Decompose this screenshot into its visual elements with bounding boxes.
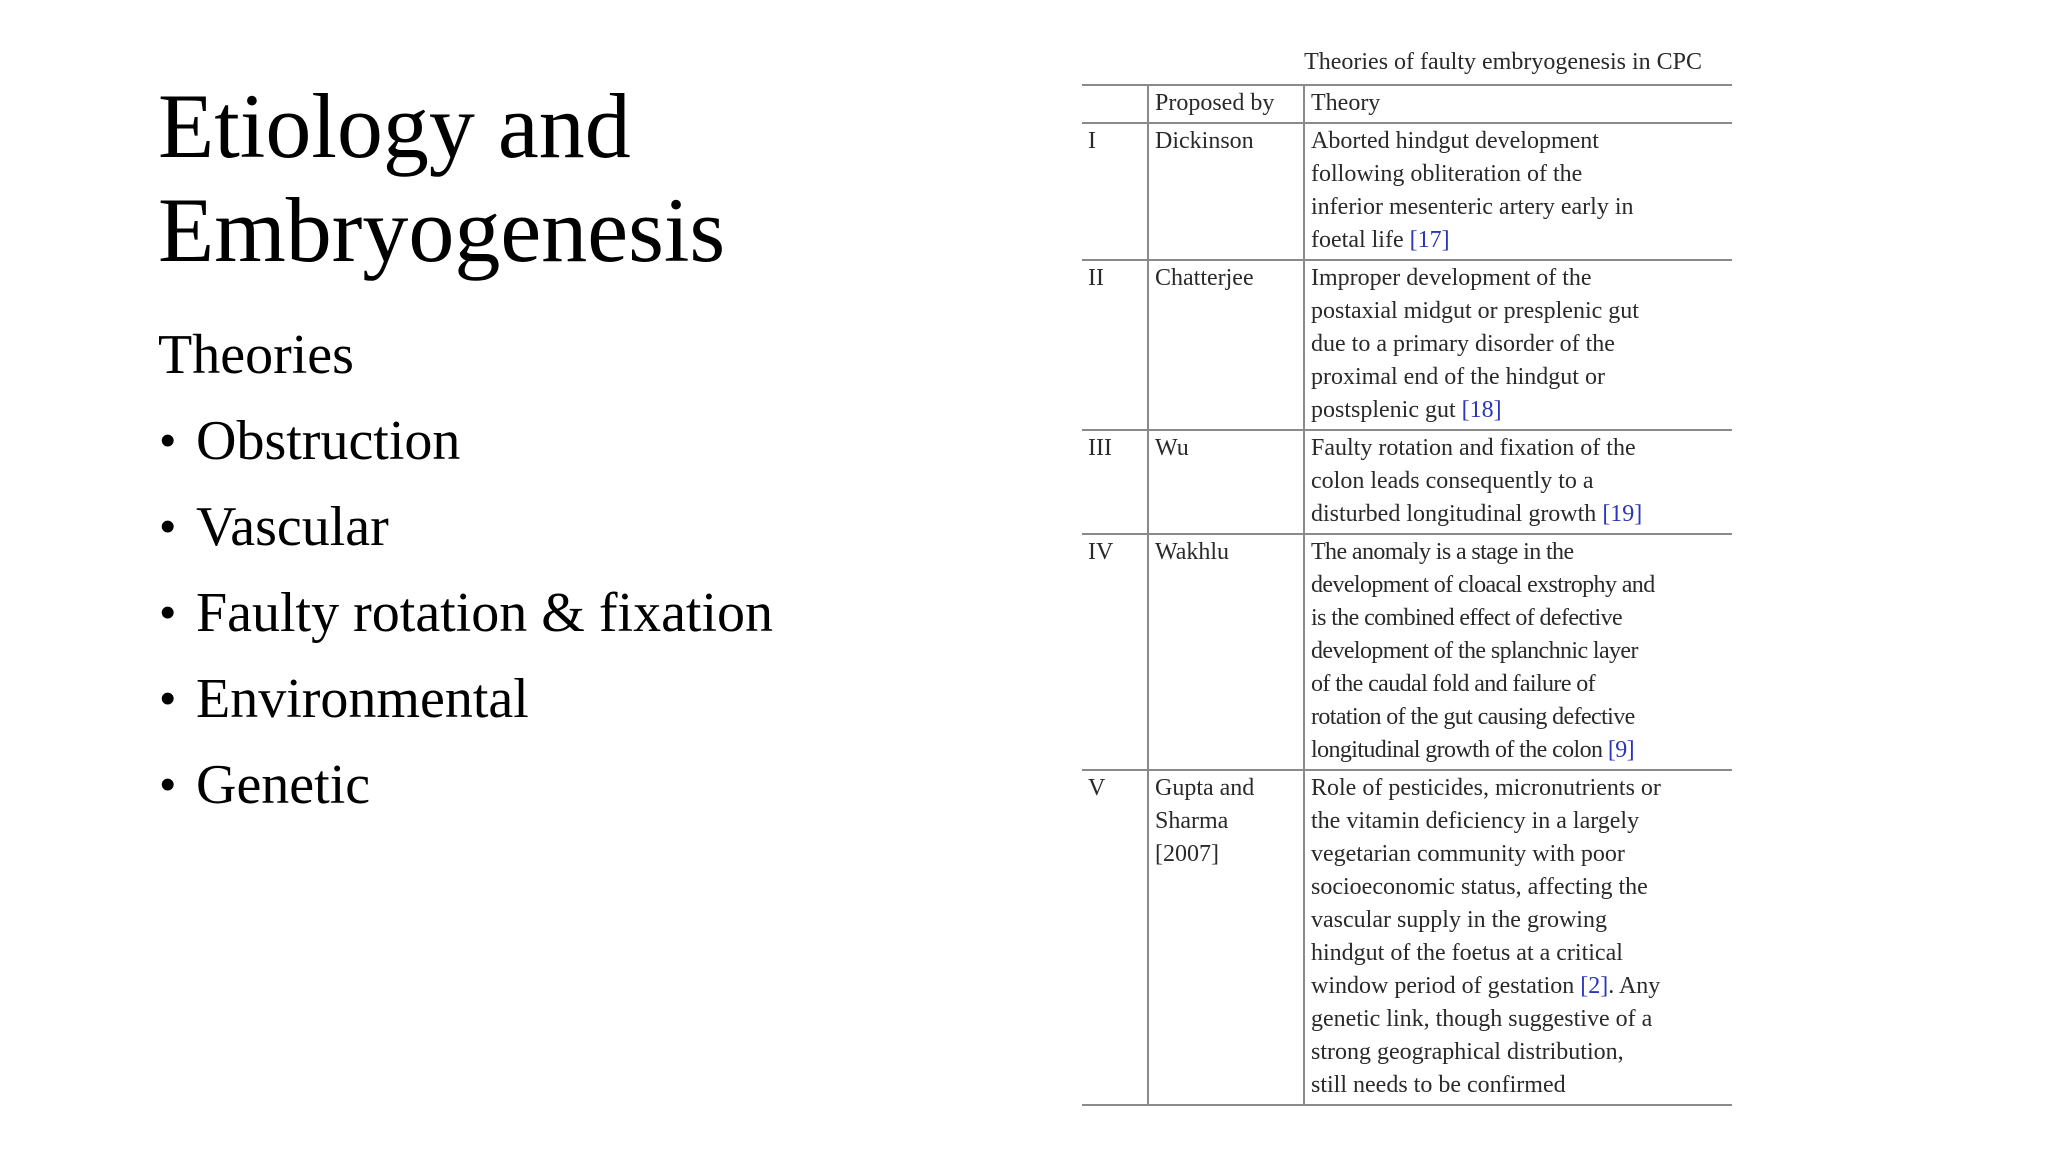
theory-line: proximal end of the hindgut or bbox=[1311, 364, 1605, 390]
theories-bullet-list bbox=[158, 398, 918, 828]
theory-line: colon leads consequently to a bbox=[1311, 468, 1594, 494]
theory-cell bbox=[1304, 260, 1732, 430]
proposed-by-line: Gupta and bbox=[1155, 775, 1255, 801]
theory-line: following obliteration of the bbox=[1311, 161, 1583, 187]
theory-line: hindgut of the foetus at a critical bbox=[1311, 940, 1623, 966]
theories-table-figure bbox=[1082, 40, 1732, 1106]
theory-line: socioeconomic status, affecting the bbox=[1311, 874, 1648, 900]
slide-content bbox=[158, 312, 918, 828]
theory-line: inferior mesenteric artery early in bbox=[1311, 194, 1634, 220]
bullet-icon: • bbox=[160, 760, 176, 809]
bullet-text: Faulty rotation & fixation bbox=[196, 582, 774, 644]
theory-line: the vitamin deficiency in a largely bbox=[1311, 808, 1640, 834]
proposed-by-line: Dickinson bbox=[1155, 128, 1254, 154]
bullet-icon: • bbox=[160, 502, 176, 551]
theory-line-continuation: . Any bbox=[1608, 973, 1661, 999]
bullet-text: Environmental bbox=[196, 668, 529, 730]
proposed-by-cell bbox=[1148, 123, 1304, 260]
bullet-icon: • bbox=[160, 416, 176, 465]
citation-link[interactable]: [18] bbox=[1461, 397, 1502, 423]
bullet-item bbox=[158, 656, 918, 742]
table-row bbox=[1082, 260, 1732, 430]
theory-line: development of cloacal exstrophy and bbox=[1311, 572, 1655, 598]
header-number bbox=[1082, 85, 1148, 123]
citation-link[interactable]: [19] bbox=[1602, 501, 1643, 527]
theory-cell bbox=[1304, 770, 1732, 1105]
proposed-by-line: Wakhlu bbox=[1155, 539, 1230, 565]
slide-title bbox=[158, 74, 958, 282]
proposed-by-line: Sharma bbox=[1155, 808, 1229, 834]
citation-link[interactable]: [2] bbox=[1580, 973, 1609, 999]
proposed-by-line: Chatterjee bbox=[1155, 265, 1254, 291]
theory-cell bbox=[1304, 430, 1732, 534]
bullet-item bbox=[158, 484, 918, 570]
theory-line: vegetarian community with poor bbox=[1311, 841, 1625, 867]
proposed-by-cell bbox=[1148, 430, 1304, 534]
theory-line: longitudinal growth of the colon bbox=[1311, 737, 1603, 763]
theory-line: foetal life bbox=[1311, 227, 1404, 253]
theory-line: is the combined effect of defective bbox=[1311, 605, 1623, 631]
proposed-by-cell bbox=[1148, 770, 1304, 1105]
theory-cell bbox=[1304, 534, 1732, 770]
citation-link[interactable]: [9] bbox=[1607, 737, 1635, 763]
bullet-text: Vascular bbox=[196, 496, 389, 558]
theory-line: strong geographical distribution, bbox=[1311, 1039, 1624, 1065]
row-number: IV bbox=[1082, 534, 1148, 770]
theory-line: development of the splanchnic layer bbox=[1311, 638, 1638, 664]
table-row bbox=[1082, 430, 1732, 534]
proposed-by-line: [2007] bbox=[1155, 841, 1219, 867]
row-number: II bbox=[1082, 260, 1148, 430]
table-row bbox=[1082, 770, 1732, 1105]
theory-line: of the caudal fold and failure of bbox=[1311, 671, 1596, 697]
proposed-by-line: Wu bbox=[1155, 435, 1189, 461]
theory-line: vascular supply in the growing bbox=[1311, 907, 1607, 933]
slide-title-line-1: Etiology and bbox=[158, 75, 631, 177]
row-number: V bbox=[1082, 770, 1148, 1105]
header-proposed-by: Proposed by bbox=[1148, 85, 1304, 123]
table-caption: Theories of faulty embryogenesis in CPC bbox=[1304, 49, 1702, 75]
table-header-row bbox=[1082, 85, 1732, 123]
theory-line: The anomaly is a stage in the bbox=[1311, 539, 1574, 565]
row-number: III bbox=[1082, 430, 1148, 534]
theories-subheading: Theories bbox=[158, 324, 354, 386]
bullet-text: Genetic bbox=[196, 754, 371, 816]
theory-line: Aborted hindgut development bbox=[1311, 128, 1599, 154]
theory-line: still needs to be confirmed bbox=[1311, 1072, 1566, 1098]
bullet-item bbox=[158, 398, 918, 484]
proposed-by-cell bbox=[1148, 260, 1304, 430]
bullet-icon: • bbox=[160, 588, 176, 637]
theory-line: disturbed longitudinal growth bbox=[1311, 501, 1597, 527]
row-number: I bbox=[1082, 123, 1148, 260]
theory-line: Faulty rotation and fixation of the bbox=[1311, 435, 1636, 461]
theories-table bbox=[1082, 84, 1732, 1106]
theory-line: window period of gestation bbox=[1311, 973, 1575, 999]
bullet-text: Obstruction bbox=[196, 410, 461, 472]
theory-line: postaxial midgut or presplenic gut bbox=[1311, 298, 1639, 324]
theory-line: genetic link, though suggestive of a bbox=[1311, 1006, 1653, 1032]
theory-cell bbox=[1304, 123, 1732, 260]
proposed-by-cell bbox=[1148, 534, 1304, 770]
bullet-item bbox=[158, 570, 918, 656]
theory-line: postsplenic gut bbox=[1311, 397, 1456, 423]
slide-title-line-2: Embryogenesis bbox=[158, 179, 726, 281]
theory-line: Role of pesticides, micronutrients or bbox=[1311, 775, 1661, 801]
table-row bbox=[1082, 534, 1732, 770]
bullet-icon: • bbox=[160, 674, 176, 723]
table-row bbox=[1082, 123, 1732, 260]
header-theory: Theory bbox=[1304, 85, 1732, 123]
theory-line: due to a primary disorder of the bbox=[1311, 331, 1615, 357]
bullet-item bbox=[158, 742, 918, 828]
citation-link[interactable]: [17] bbox=[1409, 227, 1450, 253]
theory-line: rotation of the gut causing defective bbox=[1311, 704, 1635, 730]
theory-line: Improper development of the bbox=[1311, 265, 1592, 291]
